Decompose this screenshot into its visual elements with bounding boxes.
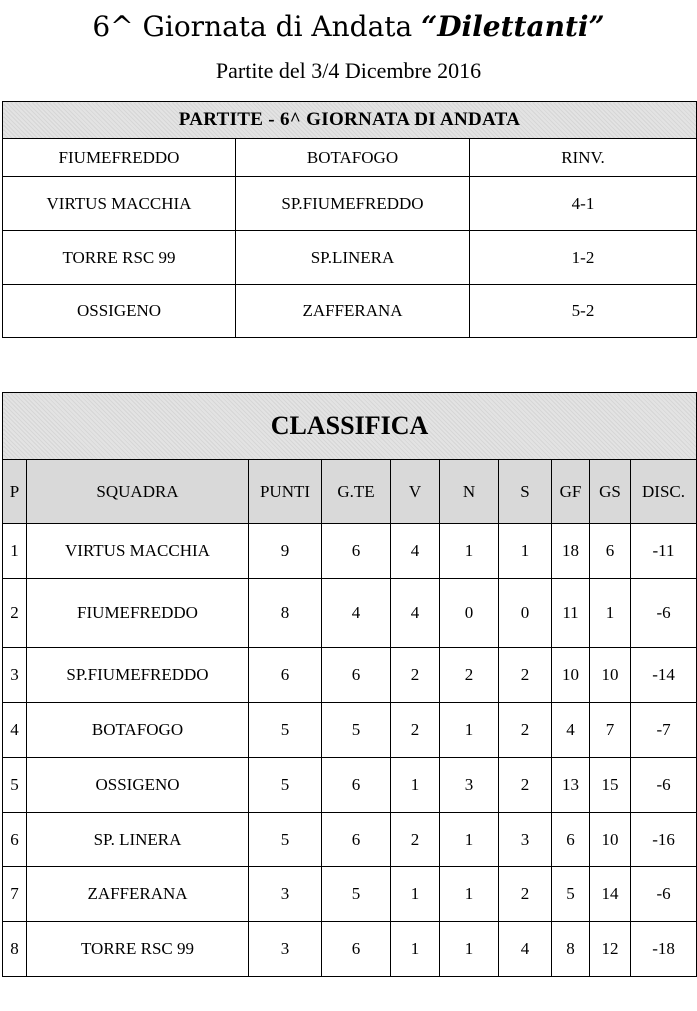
- standings-points: 5: [249, 703, 322, 758]
- standings-row: [3, 922, 697, 977]
- standings-row: [3, 758, 697, 813]
- standings-games: 5: [322, 867, 391, 922]
- standings-points: 9: [249, 524, 322, 579]
- standings-wins: 1: [391, 922, 440, 977]
- standings-position: 7: [3, 867, 27, 922]
- standings-goals-for: 4: [552, 703, 590, 758]
- standings-goals-for: 8: [552, 922, 590, 977]
- match-result: 4-1: [470, 177, 697, 231]
- standings-row: [3, 524, 697, 579]
- standings-losses: 2: [499, 703, 552, 758]
- match-row: [3, 139, 697, 177]
- standings-header-row: [3, 460, 697, 524]
- standings-draws: 0: [440, 579, 499, 648]
- standings-team: BOTAFOGO: [27, 703, 249, 758]
- standings-team: TORRE RSC 99: [27, 922, 249, 977]
- standings-wins: 4: [391, 579, 440, 648]
- match-result: 5-2: [470, 285, 697, 338]
- matches-heading: PARTITE - 6^ GIORNATA DI ANDATA: [3, 102, 697, 139]
- standings-row: [3, 579, 697, 648]
- match-row: [3, 231, 697, 285]
- col-header: GS: [590, 460, 631, 524]
- standings-goals-for: 11: [552, 579, 590, 648]
- standings-wins: 2: [391, 703, 440, 758]
- standings-draws: 3: [440, 758, 499, 813]
- col-header: P: [3, 460, 27, 524]
- standings-team: ZAFFERANA: [27, 867, 249, 922]
- col-header: DISC.: [631, 460, 697, 524]
- title-prefix: 6^ Giornata di Andata: [92, 10, 422, 43]
- standings-table: [2, 392, 697, 977]
- standings-games: 6: [322, 648, 391, 703]
- standings-games: 6: [322, 524, 391, 579]
- standings-losses: 3: [499, 813, 552, 867]
- match-result: 1-2: [470, 231, 697, 285]
- standings-goals-against: 14: [590, 867, 631, 922]
- standings-team: FIUMEFREDDO: [27, 579, 249, 648]
- standings-goals-against: 15: [590, 758, 631, 813]
- standings-team: VIRTUS MACCHIA: [27, 524, 249, 579]
- standings-goals-against: 12: [590, 922, 631, 977]
- page-subtitle: Partite del 3/4 Dicembre 2016: [215, 58, 482, 83]
- col-header: SQUADRA: [27, 460, 249, 524]
- col-header: G.TE: [322, 460, 391, 524]
- match-away: SP.FIUMEFREDDO: [236, 177, 470, 231]
- standings-position: 8: [3, 922, 27, 977]
- standings-draws: 1: [440, 922, 499, 977]
- standings-goals-against: 7: [590, 703, 631, 758]
- standings-wins: 1: [391, 867, 440, 922]
- standings-games: 4: [322, 579, 391, 648]
- standings-points: 5: [249, 758, 322, 813]
- standings-team: SP.FIUMEFREDDO: [27, 648, 249, 703]
- standings-discipline: -6: [631, 579, 697, 648]
- standings-discipline: -14: [631, 648, 697, 703]
- standings-title: CLASSIFICA: [3, 393, 697, 460]
- col-header: N: [440, 460, 499, 524]
- standings-position: 1: [3, 524, 27, 579]
- standings-team: SP. LINERA: [27, 813, 249, 867]
- standings-goals-against: 10: [590, 813, 631, 867]
- standings-team: OSSIGENO: [27, 758, 249, 813]
- standings-wins: 1: [391, 758, 440, 813]
- standings-games: 6: [322, 813, 391, 867]
- standings-discipline: -16: [631, 813, 697, 867]
- match-home: FIUMEFREDDO: [3, 139, 236, 177]
- standings-row: [3, 648, 697, 703]
- standings-goals-for: 13: [552, 758, 590, 813]
- standings-discipline: -7: [631, 703, 697, 758]
- standings-discipline: -18: [631, 922, 697, 977]
- standings-draws: 2: [440, 648, 499, 703]
- col-header: PUNTI: [249, 460, 322, 524]
- standings-losses: 0: [499, 579, 552, 648]
- standings-goals-for: 18: [552, 524, 590, 579]
- matches-table: [2, 101, 697, 338]
- standings-points: 3: [249, 922, 322, 977]
- standings-discipline: -11: [631, 524, 697, 579]
- standings-goals-for: 10: [552, 648, 590, 703]
- match-result: RINV.: [470, 139, 697, 177]
- standings-goals-against: 6: [590, 524, 631, 579]
- standings-wins: 4: [391, 524, 440, 579]
- standings-points: 8: [249, 579, 322, 648]
- page-title: [0, 10, 697, 43]
- match-row: [3, 177, 697, 231]
- standings-games: 6: [322, 922, 391, 977]
- standings-games: 6: [322, 758, 391, 813]
- standings-goals-for: 5: [552, 867, 590, 922]
- standings-row: [3, 703, 697, 758]
- standings-position: 4: [3, 703, 27, 758]
- standings-position: 2: [3, 579, 27, 648]
- col-header: S: [499, 460, 552, 524]
- col-header: V: [391, 460, 440, 524]
- standings-losses: 2: [499, 867, 552, 922]
- standings-goals-against: 1: [590, 579, 631, 648]
- match-away: SP.LINERA: [236, 231, 470, 285]
- standings-draws: 1: [440, 524, 499, 579]
- col-header: GF: [552, 460, 590, 524]
- match-row: [3, 285, 697, 338]
- standings-row: [3, 867, 697, 922]
- standings-losses: 2: [499, 758, 552, 813]
- title-emphasis: “Dilettanti”: [421, 10, 605, 43]
- match-home: OSSIGENO: [3, 285, 236, 338]
- standings-position: 5: [3, 758, 27, 813]
- standings-wins: 2: [391, 648, 440, 703]
- standings-games: 5: [322, 703, 391, 758]
- match-away: ZAFFERANA: [236, 285, 470, 338]
- standings-draws: 1: [440, 813, 499, 867]
- standings-losses: 1: [499, 524, 552, 579]
- standings-goals-against: 10: [590, 648, 631, 703]
- match-away: BOTAFOGO: [236, 139, 470, 177]
- standings-points: 5: [249, 813, 322, 867]
- match-home: VIRTUS MACCHIA: [3, 177, 236, 231]
- standings-discipline: -6: [631, 867, 697, 922]
- standings-position: 6: [3, 813, 27, 867]
- standings-points: 6: [249, 648, 322, 703]
- standings-position: 3: [3, 648, 27, 703]
- standings-points: 3: [249, 867, 322, 922]
- standings-draws: 1: [440, 867, 499, 922]
- standings-losses: 4: [499, 922, 552, 977]
- standings-row: [3, 813, 697, 867]
- match-home: TORRE RSC 99: [3, 231, 236, 285]
- standings-goals-for: 6: [552, 813, 590, 867]
- standings-wins: 2: [391, 813, 440, 867]
- standings-discipline: -6: [631, 758, 697, 813]
- standings-draws: 1: [440, 703, 499, 758]
- standings-losses: 2: [499, 648, 552, 703]
